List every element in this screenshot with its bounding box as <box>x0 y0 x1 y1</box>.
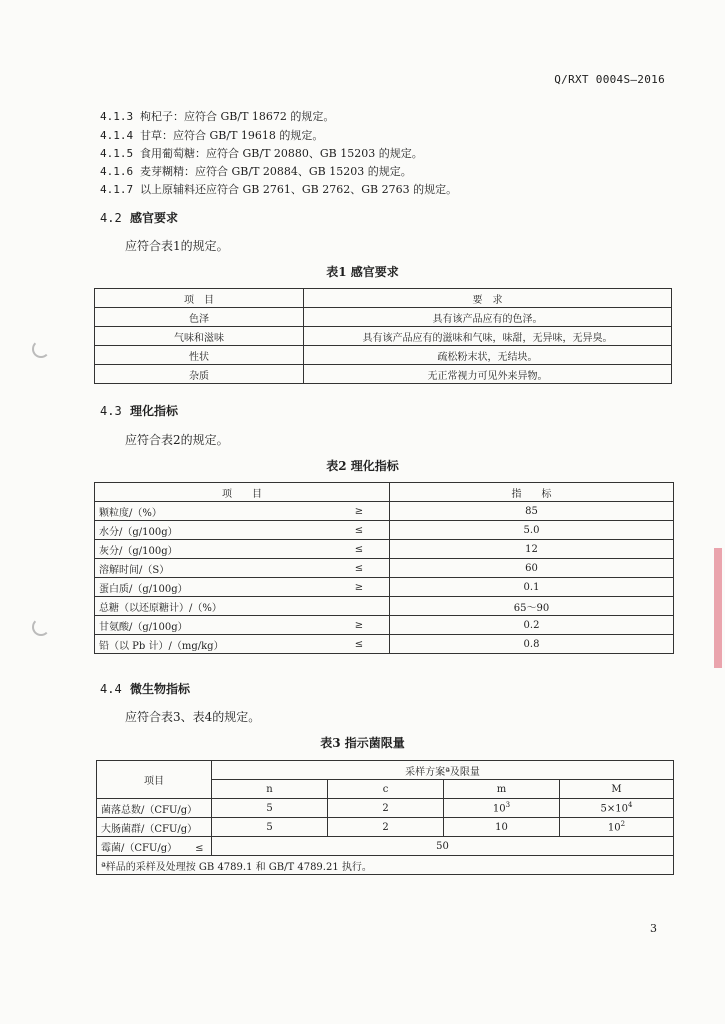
table-cell: 0.1 <box>390 578 674 597</box>
table-row <box>95 521 674 540</box>
table-cell: 气味和滋味 <box>95 327 304 346</box>
table-cell: 总糖（以还原糖计）/（%） <box>95 597 330 616</box>
table-cell: 蛋白质/（g/100g） <box>95 578 330 597</box>
table-cell: 霉菌/（CFU/g） ≤ <box>97 837 212 856</box>
table-cell: 5.0 <box>390 521 674 540</box>
table-row <box>95 635 674 654</box>
table-cell: 85 <box>390 502 674 521</box>
table-cell: ≤ <box>329 521 390 540</box>
table-row <box>97 799 674 818</box>
table-row <box>95 346 672 365</box>
table-header-row <box>95 289 672 308</box>
table3-caption: 表3 指示菌限量 <box>320 736 405 750</box>
punch-hole-mark <box>32 340 50 358</box>
table-header-cell: 指 标 <box>390 483 674 502</box>
table-cell: 具有该产品应有的色泽。 <box>304 308 672 327</box>
table-row <box>95 559 674 578</box>
table-cell: ≥ <box>329 578 390 597</box>
table-cell: 0.2 <box>390 616 674 635</box>
table1-caption: 表1 感官要求 <box>326 265 399 279</box>
table-row <box>95 502 674 521</box>
indicator-bacteria-table <box>96 760 674 875</box>
punch-hole-mark <box>32 618 50 636</box>
table-footnote: ª样品的采样及处理按 GB 4789.1 和 GB/T 4789.21 执行。 <box>97 856 674 875</box>
table-row <box>95 327 672 346</box>
table-cell: 水分/（g/100g） <box>95 521 330 540</box>
table-row <box>95 308 672 327</box>
table-cell: 色泽 <box>95 308 304 327</box>
table-header-cell: 项 目 <box>95 483 390 502</box>
table-header-row <box>97 761 674 780</box>
table-cell: ≤ <box>329 540 390 559</box>
table-header-cell: 项 目 <box>95 289 304 308</box>
table-row <box>95 578 674 597</box>
table-row <box>95 540 674 559</box>
table-footnote-row <box>97 856 674 875</box>
table-header-cell: 要 求 <box>304 289 672 308</box>
table-row <box>97 818 674 837</box>
table-cell: 2 <box>328 799 444 818</box>
table-cell: 杂质 <box>95 365 304 384</box>
clause-4-1-6: 4.1.6 麦芽糊精：应符合 GB/T 20884、GB 15203 的规定。 <box>100 165 412 178</box>
table-cell <box>329 597 390 616</box>
table-cell: 性状 <box>95 346 304 365</box>
table-cell: 菌落总数/（CFU/g） <box>97 799 212 818</box>
table-cell: $5\times 10^4$ <box>560 799 674 818</box>
table-cell: 具有该产品应有的滋味和气味，味甜，无异味，无异臭。 <box>304 327 672 346</box>
table-header-cell: 项目 <box>97 761 212 799</box>
table-cell: 50 <box>212 837 674 856</box>
table-cell: 无正常视力可见外来异物。 <box>304 365 672 384</box>
table-cell: 甘氨酸/（g/100g） <box>95 616 330 635</box>
table-cell: ≥ <box>329 616 390 635</box>
red-seal-edge <box>714 548 722 668</box>
clause-4-1-5: 4.1.5 食用葡萄糖：应符合 GB/T 20880、GB 15203 的规定。 <box>100 147 423 160</box>
table-cell: ≥ <box>329 502 390 521</box>
table-row <box>97 837 674 856</box>
sensory-table <box>94 288 672 384</box>
table-header-cell: m <box>444 780 560 799</box>
table-header-cell: c <box>328 780 444 799</box>
table-header-row <box>95 483 674 502</box>
table-cell: ≤ <box>329 635 390 654</box>
table-cell: 0.8 <box>390 635 674 654</box>
clause-4-1-4: 4.1.4 甘草：应符合 GB/T 19618 的规定。 <box>100 129 324 142</box>
table-cell: 疏松粉末状，无结块。 <box>304 346 672 365</box>
table-cell: 大肠菌群/（CFU/g） <box>97 818 212 837</box>
section-4-3-heading: 4.3 理化指标 <box>100 404 179 418</box>
table-cell: 65～90 <box>390 597 674 616</box>
table2-caption: 表2 理化指标 <box>326 459 399 473</box>
table-cell: $10^2$ <box>560 818 674 837</box>
table-cell: 颗粒度/（%） <box>95 502 330 521</box>
table-cell: 12 <box>390 540 674 559</box>
table-cell: $10^3$ <box>444 799 560 818</box>
page-number: 3 <box>650 922 657 935</box>
section-4-4-text: 应符合表3、表4的规定。 <box>125 710 261 724</box>
table-cell: 铅（以 Pb 计）/（mg/kg） <box>95 635 330 654</box>
table-header-cell: M <box>560 780 674 799</box>
table-header-cell: n <box>212 780 328 799</box>
table-cell: 灰分/（g/100g） <box>95 540 330 559</box>
table-cell: 5 <box>212 818 328 837</box>
clause-4-1-3: 4.1.3 枸杞子：应符合 GB/T 18672 的规定。 <box>100 110 335 123</box>
table-cell: 溶解时间/（S） <box>95 559 330 578</box>
section-4-3-text: 应符合表2的规定。 <box>125 433 229 447</box>
table-header-cell: 采样方案ª及限量 <box>212 761 674 780</box>
table-row <box>95 365 672 384</box>
table-row <box>95 597 674 616</box>
section-4-2-heading: 4.2 感官要求 <box>100 211 179 225</box>
table-cell: 60 <box>390 559 674 578</box>
physicochemical-table <box>94 482 674 654</box>
table-cell: ≤ <box>329 559 390 578</box>
section-4-4-heading: 4.4 微生物指标 <box>100 682 191 696</box>
table-row <box>95 616 674 635</box>
section-4-2-text: 应符合表1的规定。 <box>125 239 229 253</box>
table-cell: 10 <box>444 818 560 837</box>
table-cell: 2 <box>328 818 444 837</box>
table-cell: 5 <box>212 799 328 818</box>
document-code: Q/RXT 0004S—2016 <box>554 73 665 86</box>
clause-4-1-7: 4.1.7 以上原辅料还应符合 GB 2761、GB 2762、GB 2763 的规定。 <box>100 183 458 196</box>
